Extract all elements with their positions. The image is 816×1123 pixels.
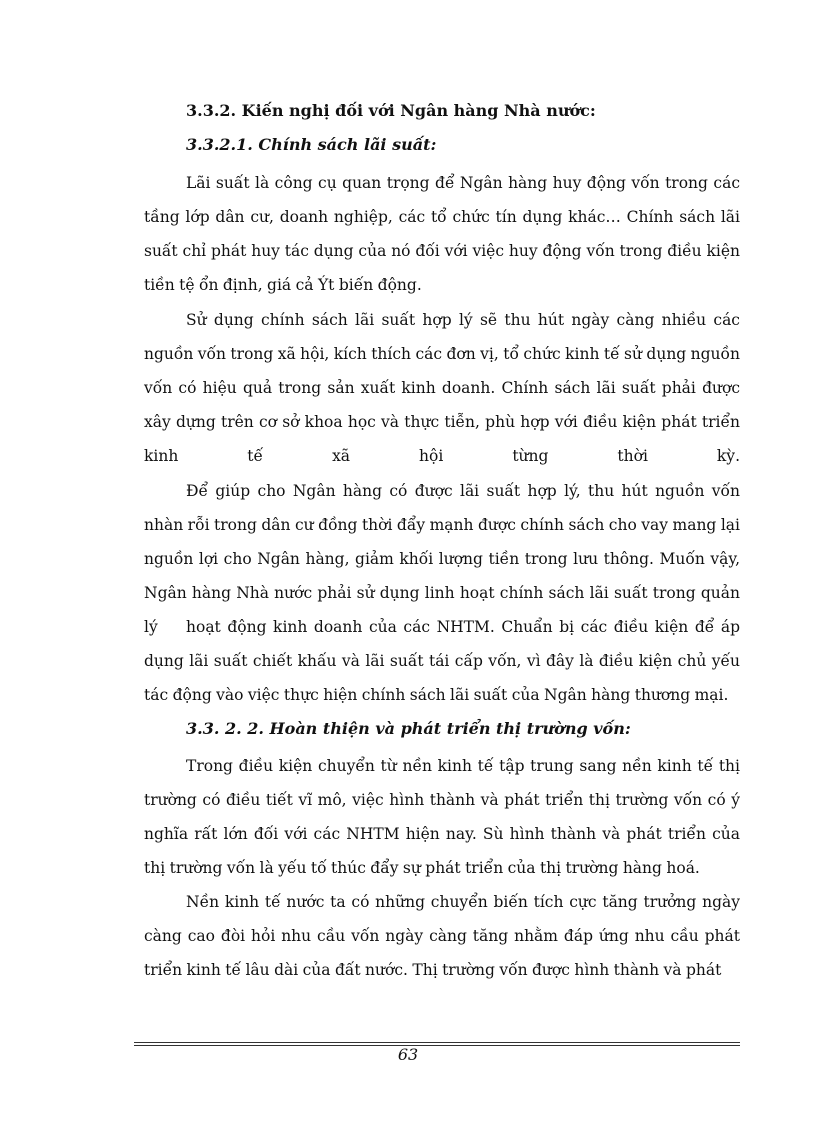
subsection-heading-interest-rate: 3.3.2.1. Chính sách lãi suất:: [186, 135, 437, 154]
paragraph-1: Lãi suất là công cụ quan trọng để Ngân hàng huy động vốn trong các tầng lớp dân cư, doanh nghiệp, các tổ chức tín dụng khác… Chính sách lãi suất chỉ phát huy tác dụng của nó đối với việc huy động vốn trong điều kiện tiền tệ ổn định, giá cả Ýt biến động.: [144, 174, 740, 294]
paragraph-4: hoạt động kinh doanh của các NHTM. Chuẩn bị các điều kiện để áp dụng lãi suất chiết khấu và lãi suất tái cấp vốn, vì đây là điều kiện chủ yếu tác động vào việc thực hiện chính sách lãi suất của Ngân hàng thương mại.: [144, 618, 740, 704]
subsection-heading-capital-market: 3.3. 2. 2. Hoàn thiện và phát triển thị trường vốn:: [186, 719, 631, 738]
paragraph-2: Sử dụng chính sách lãi suất hợp lý sẽ thu hút ngày càng nhiều các nguồn vốn trong xã hội, kích thích các đơn vị, tổ chức kinh tế sử dụng nguồn vốn có hiệu quả trong sản xuất kinh doanh. Chính sách lãi suất phải được xây dựng trên cơ sở khoa học và thực tiễn, phù hợp với điều kiện phát triển kinh tế xã hội từng thời kỳ.: [144, 311, 741, 465]
section-heading: 3.3.2. Kiến nghị đối với Ngân hàng Nhà nước:: [186, 101, 596, 120]
paragraph-5: Trong điều kiện chuyển từ nền kinh tế tập trung sang nền kinh tế thị trường có điều tiết vĩ mô, việc hình thành và phát triển thị trường vốn có ý nghĩa rất lớn đối với các NHTM hiện nay. Sù hình thành và phát triển của thị trường vốn là yếu tố thúc đẩy sự phát triển của thị trường hàng hoá.: [144, 757, 740, 877]
page-number: 63: [397, 1045, 419, 1064]
paragraph-3: Để giúp cho Ngân hàng có được lãi suất hợp lý, thu hút nguồn vốn nhàn rỗi trong dân cư đồng thời đẩy mạnh được chính sách cho vay mang lại nguồn lợi cho Ngân hàng, giảm khối lượng tiền trong lưu thông. Muốn vậy, Ngân hàng Nhà nước phải sử dụng linh hoạt chính sách lãi suất trong quản lý: [144, 482, 740, 636]
paragraph-6: Nền kinh tế nước ta có những chuyển biến tích cực tăng trưởng ngày càng cao đòi hỏi nhu cầu vốn ngày càng tăng nhằm đáp ứng nhu cầu phát triển kinh tế lâu dài của đất nước. Thị trường vốn được hình thành và phát: [144, 893, 740, 979]
footer-rule-top: [134, 1042, 740, 1043]
